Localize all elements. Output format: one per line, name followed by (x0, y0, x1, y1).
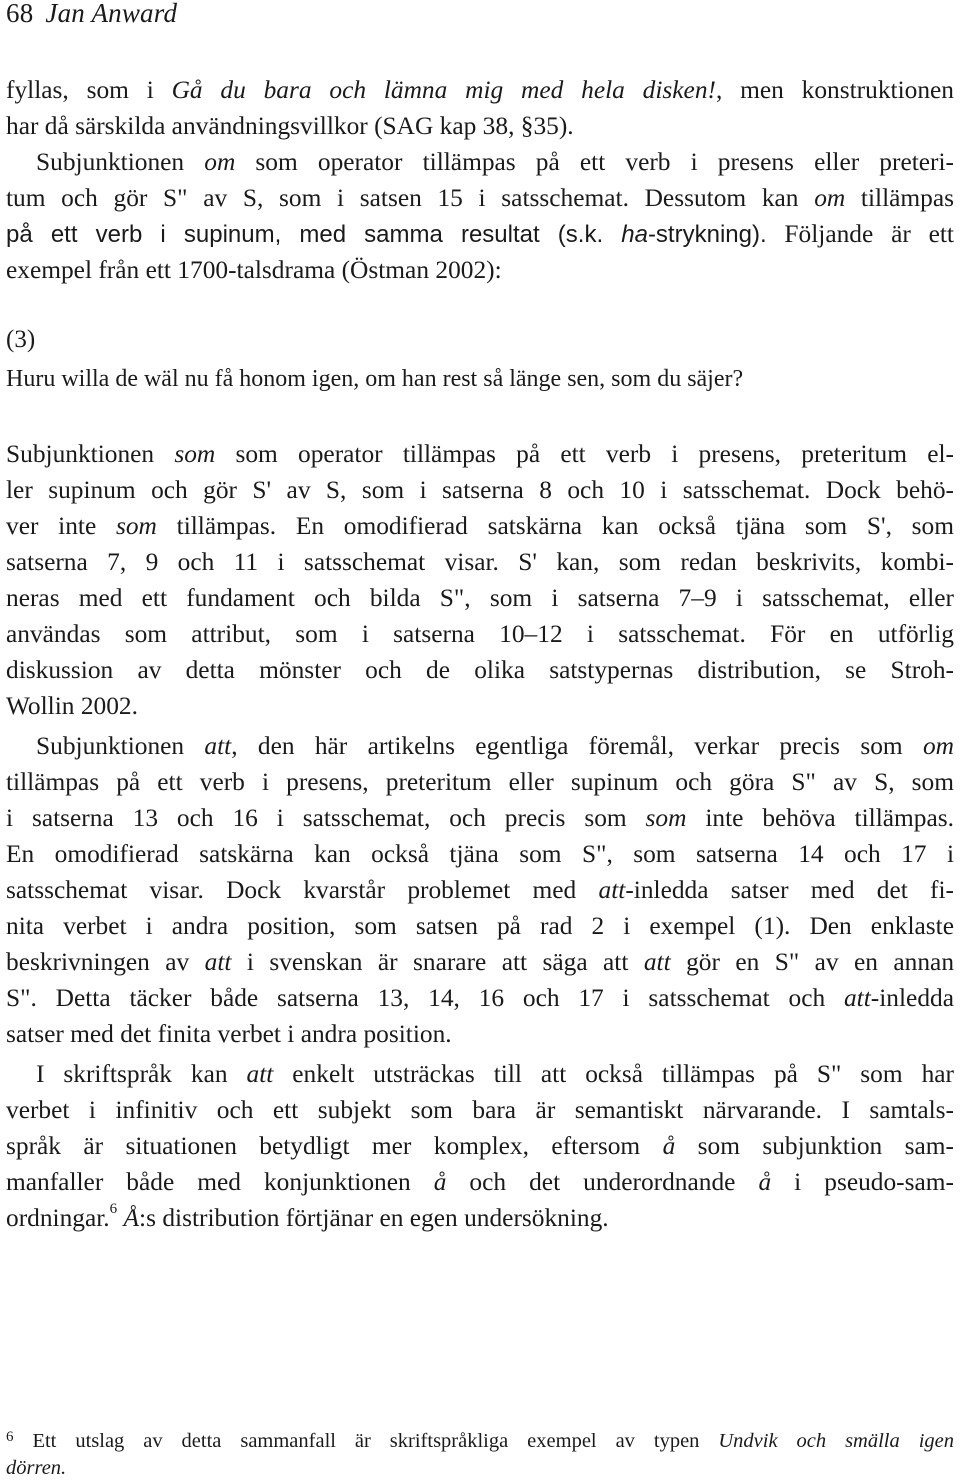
text-line: nita verbet i andra position, som satsen på rad 2 i exempel (1). Den enklaste (6, 912, 954, 940)
text-line: tillämpas på ett verb i presens, preteritum eller supinum och göra S" av S, som (6, 768, 954, 796)
footnote-continuation: dörren. (6, 1457, 67, 1479)
text-line: på ett verb i supinum, med samma resultat (s.k. ha-strykning). Följande är ett (6, 220, 954, 248)
example-text: Huru willa de wäl nu få honom igen, om han rest så länge sen, som du säjer? (6, 366, 744, 392)
text-line: En omodifierad satskärna kan också tjäna som S", som satserna 14 och 17 i (6, 840, 954, 868)
text-line: exempel från ett 1700-talsdrama (Östman 2002): (6, 256, 502, 284)
text-line: Subjunktionen om som operator tillämpas på ett verb i presens eller preteri- (36, 148, 954, 176)
running-header (6, 0, 177, 29)
text-line: satser med det finita verbet i andra position. (6, 1020, 452, 1048)
text-line: S". Detta täcker både satserna 13, 14, 16 och 17 i satsschemat och att-inledda (6, 984, 954, 1012)
text-line: neras med ett fundament och bilda S", som i satserna 7–9 i satsschemat, eller (6, 584, 954, 612)
text-line: användas som attribut, som i satserna 10–12 i satsschemat. För en utförlig (6, 620, 954, 648)
footnote-ref[interactable]: 6 (109, 1201, 118, 1217)
footnote-number: 6 (6, 1429, 14, 1445)
text-line: Subjunktionen som som operator tillämpas på ett verb i presens, preteritum el- (6, 440, 955, 468)
text-line: ordningar.$^6$ Å:s distribution förtjänar en egen undersökning. (6, 1201, 609, 1232)
author-name: Jan Anward (45, 0, 178, 28)
text-line: i satserna 13 och 16 i satsschemat, och precis som som inte behöva tillämpas. (6, 804, 954, 832)
text-line: satserna 7, 9 och 11 i satsschemat visar. S' kan, som redan beskrivits, kombi- (6, 548, 954, 576)
text-line: språk är situationen betydligt mer komplex, eftersom å som subjunktion sam- (6, 1132, 954, 1160)
text-line: tum och gör S" av S, som i satsen 15 i satsschemat. Dessutom kan om tillämpas (6, 184, 954, 212)
text-line: fyllas, som i Gå du bara och lämna mig med hela disken!, men konstruktionen (6, 76, 954, 104)
text-line: Wollin 2002. (6, 692, 138, 720)
example-number: (3) (6, 326, 36, 353)
text-line: satsschemat visar. Dock kvarstår problemet med att-inledda satser med det fi- (6, 876, 955, 904)
page-number: 68 (6, 0, 34, 28)
text-line: I skriftspråk kan att enkelt utsträckas till att också tillämpas på S" som har (36, 1060, 954, 1088)
text-line: verbet i infinitiv och ett subjekt som bara är semantiskt närvarande. I samtals- (6, 1096, 954, 1124)
text-line: har då särskilda användningsvillkor (SAG kap 38, §35). (6, 112, 574, 140)
text-line: Subjunktionen att, den här artikelns egentliga föremål, verkar precis som om (36, 732, 954, 760)
text-line: manfaller både med konjunktionen å och det underordnande å i pseudo-sam- (6, 1168, 954, 1196)
text-line: ver inte som tillämpas. En omodifierad satskärna kan också tjäna som S', som (6, 512, 954, 540)
text-line: ler supinum och gör S' av S, som i satserna 8 och 10 i satsschemat. Dock behö- (6, 476, 954, 504)
footnote: $^6$ Ett utslag av detta sammanfall är skriftspråkliga exempel av typen Undvik och smälla igen (6, 1429, 955, 1452)
text-line: diskussion av detta mönster och de olika satstypernas distribution, se Stroh- (6, 656, 954, 684)
text-line: beskrivningen av att i svenskan är snarare att säga att att gör en S" av en annan (6, 948, 955, 976)
